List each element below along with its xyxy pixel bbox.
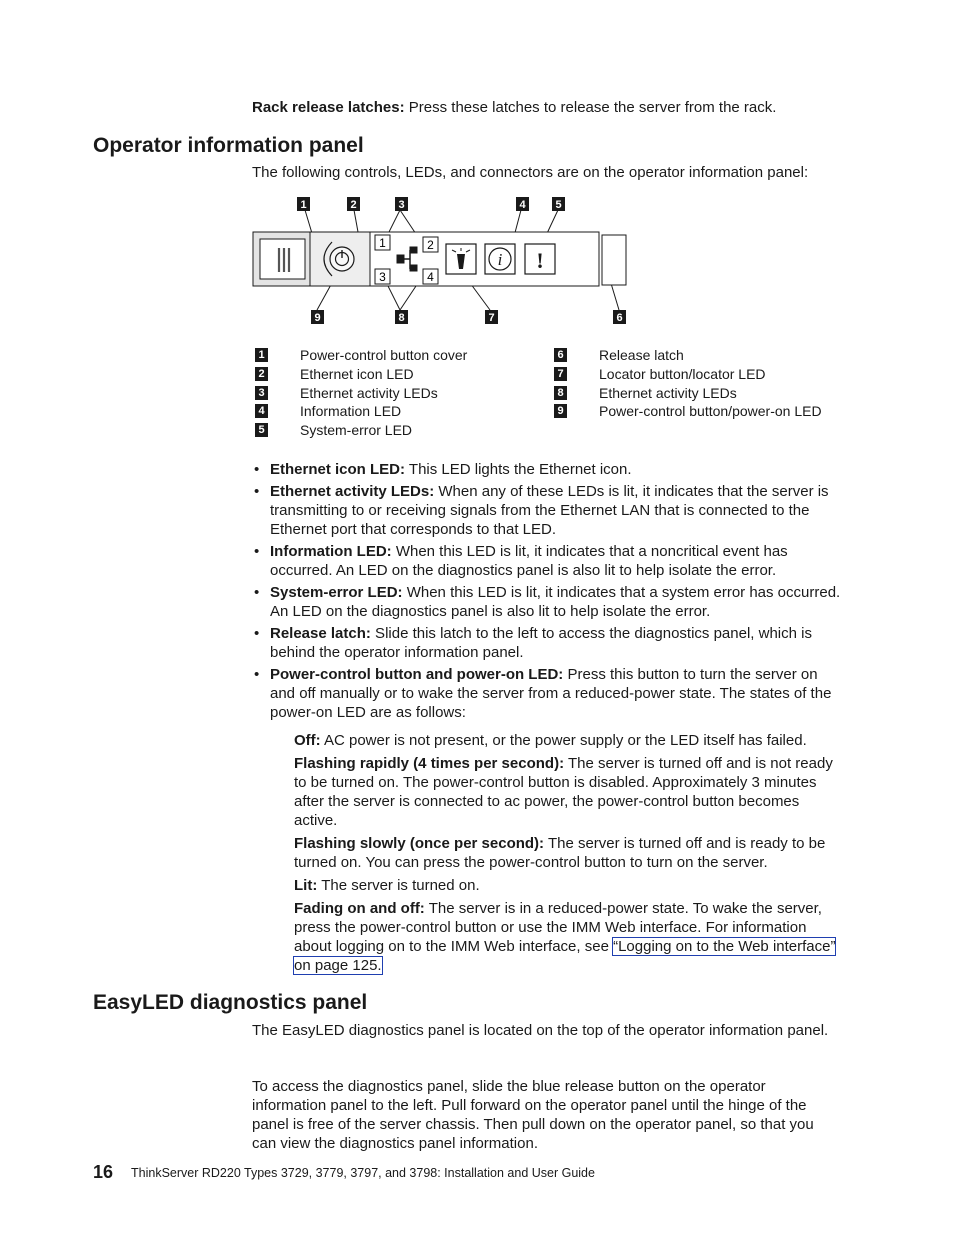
state-text: The server is turned on. [317,877,480,894]
list-item [252,482,842,539]
list-item [252,542,842,580]
legend-number: 8 [554,386,567,400]
state-term: Fading on and off: [294,900,425,917]
list-item-text: Press this button to turn the server on and off manually or to wake the server from a reduced-power state. The states of the power-on LED are as follows: [270,666,832,721]
state-item [294,834,842,872]
list-item-term: Ethernet icon LED: [270,461,406,478]
callout-text: 6 [616,312,623,324]
list-item [252,583,842,621]
link-text-part1: “Logging on to [613,938,710,955]
list-item-text: Slide this latch to the left to access the diagnostics panel, which is behind the operator information panel. [270,625,812,661]
callout-text: 4 [519,199,526,211]
legend-label: Release latch [599,347,684,363]
legend-number: 1 [255,348,268,362]
rack-latches-text: Press these latches to release the server from the rack. [404,99,777,116]
callout-text: 3 [398,199,405,211]
state-term: Flashing slowly (once per second): [294,835,545,852]
list-item-text: This LED lights the Ethernet icon. [405,461,632,478]
port-label: 3 [379,270,386,284]
callout-text: 1 [300,199,307,211]
legend-label: Ethernet activity LEDs [300,385,438,401]
system-error-led-icon [525,244,555,274]
port-label: 4 [427,270,434,284]
callout-text: 2 [350,199,357,211]
state-text: AC power is not present, or the power supply or the LED itself has failed. [320,732,807,749]
rack-latches-paragraph [252,98,852,117]
operator-panel-illustration [250,192,640,328]
state-term: Lit: [294,877,318,894]
legend-number: 4 [255,404,268,418]
section-heading-operator-panel: Operator information panel [93,134,364,157]
state-term: Off: [294,732,321,749]
legend-label: Locator button/locator LED [599,366,766,382]
link-text-part2: the Web interface” on page 125. [294,938,836,974]
list-item-term: Ethernet activity LEDs: [270,483,435,500]
port-label: 2 [427,238,434,252]
legend-number: 3 [255,386,268,400]
state-item [294,731,842,750]
legend-label: Ethernet icon LED [300,366,414,382]
list-item-text: When any of these LEDs is lit, it indicates that the server is transmitting to or receiving signals from the Ethernet LAN that is connected to the Ethernet port that corresponds to that LED. [270,483,829,538]
legend-label: Information LED [300,403,402,419]
footer-title: ThinkServer RD220 Types 3729, 3779, 3797, and 3798: Installation and User Guide [131,1166,595,1180]
legend-label: Power-control button/power-on LED [599,403,822,419]
rack-latches-term: Rack release latches: [252,99,405,116]
list-item-term: Power-control button and power-on LED: [270,666,564,683]
list-item-term: Release latch: [270,625,371,642]
list-item [252,665,842,722]
legend-number: 2 [255,367,268,381]
easyled-paragraph-1: The EasyLED diagnostics panel is located on the top of the operator information panel. [252,1022,829,1039]
legend-number: 6 [554,348,567,362]
state-text: The server is in a reduced-power state. To wake the server, press the power-control button or use the IMM Web interface. For information about logging on to the IMM Web interface, see [294,900,822,955]
page-number: 16 [93,1162,114,1182]
list-item-text: When this LED is lit, it indicates that a noncritical event has occurred. An LED on the diagnostics panel is also lit to help isolate the error. [270,543,788,579]
callout-text: 5 [555,199,562,211]
power-led-states [294,731,842,979]
easyled-paragraph-2: To access the diagnostics panel, slide the blue release button on the operator information panel to the left. Pull forward on the operator panel until the hinge of the panel is free of the server chassis. Then pull down on the operator panel, so that you can view the diagnostics panel information. [252,1078,814,1152]
operator-panel-intro: The following controls, LEDs, and connectors are on the operator information panel: [252,164,809,181]
power-button[interactable] [330,247,354,271]
legend-number: 9 [554,404,567,418]
state-item [294,876,842,895]
section-heading-easyled: EasyLED diagnostics panel [93,991,368,1014]
operator-panel-figure [250,192,640,328]
state-term: Flashing rapidly (4 times per second): [294,755,565,772]
svg-text:!: ! [536,248,544,273]
legend-label: Ethernet activity LEDs [599,385,737,401]
info-led-icon [485,244,515,274]
release-latch[interactable] [602,235,626,285]
list-item [252,460,842,479]
legend-number: 5 [255,423,268,437]
figure-legend [255,346,855,441]
callout-text: 8 [398,312,405,324]
list-item-term: System-error LED: [270,584,403,601]
port-label: 1 [379,236,386,250]
callout-text: 7 [488,312,495,324]
list-item-text: When this LED is lit, it indicates that a system error has occurred. An LED on the diagnostics panel is also lit to help isolate the error. [270,584,841,620]
led-description-list [252,460,842,725]
list-item [252,624,842,662]
state-text: The server is turned off and is not ready to be turned on. The power-control button is disabled. Approximately 3 minutes after the server is connected to ac power, the power-control button becomes active. [294,755,833,829]
state-item [294,899,842,975]
svg-text:i: i [497,250,503,269]
legend-label: System-error LED [300,422,413,438]
locator-button[interactable] [446,244,476,274]
legend-label: Power-control button cover [300,347,468,363]
callout-text: 9 [314,312,321,324]
state-text: The server is turned off and is ready to be turned on. You can press the power-control button to turn on the server. [294,835,826,871]
list-item-term: Information LED: [270,543,392,560]
legend-number: 7 [554,367,567,381]
state-item [294,754,842,830]
